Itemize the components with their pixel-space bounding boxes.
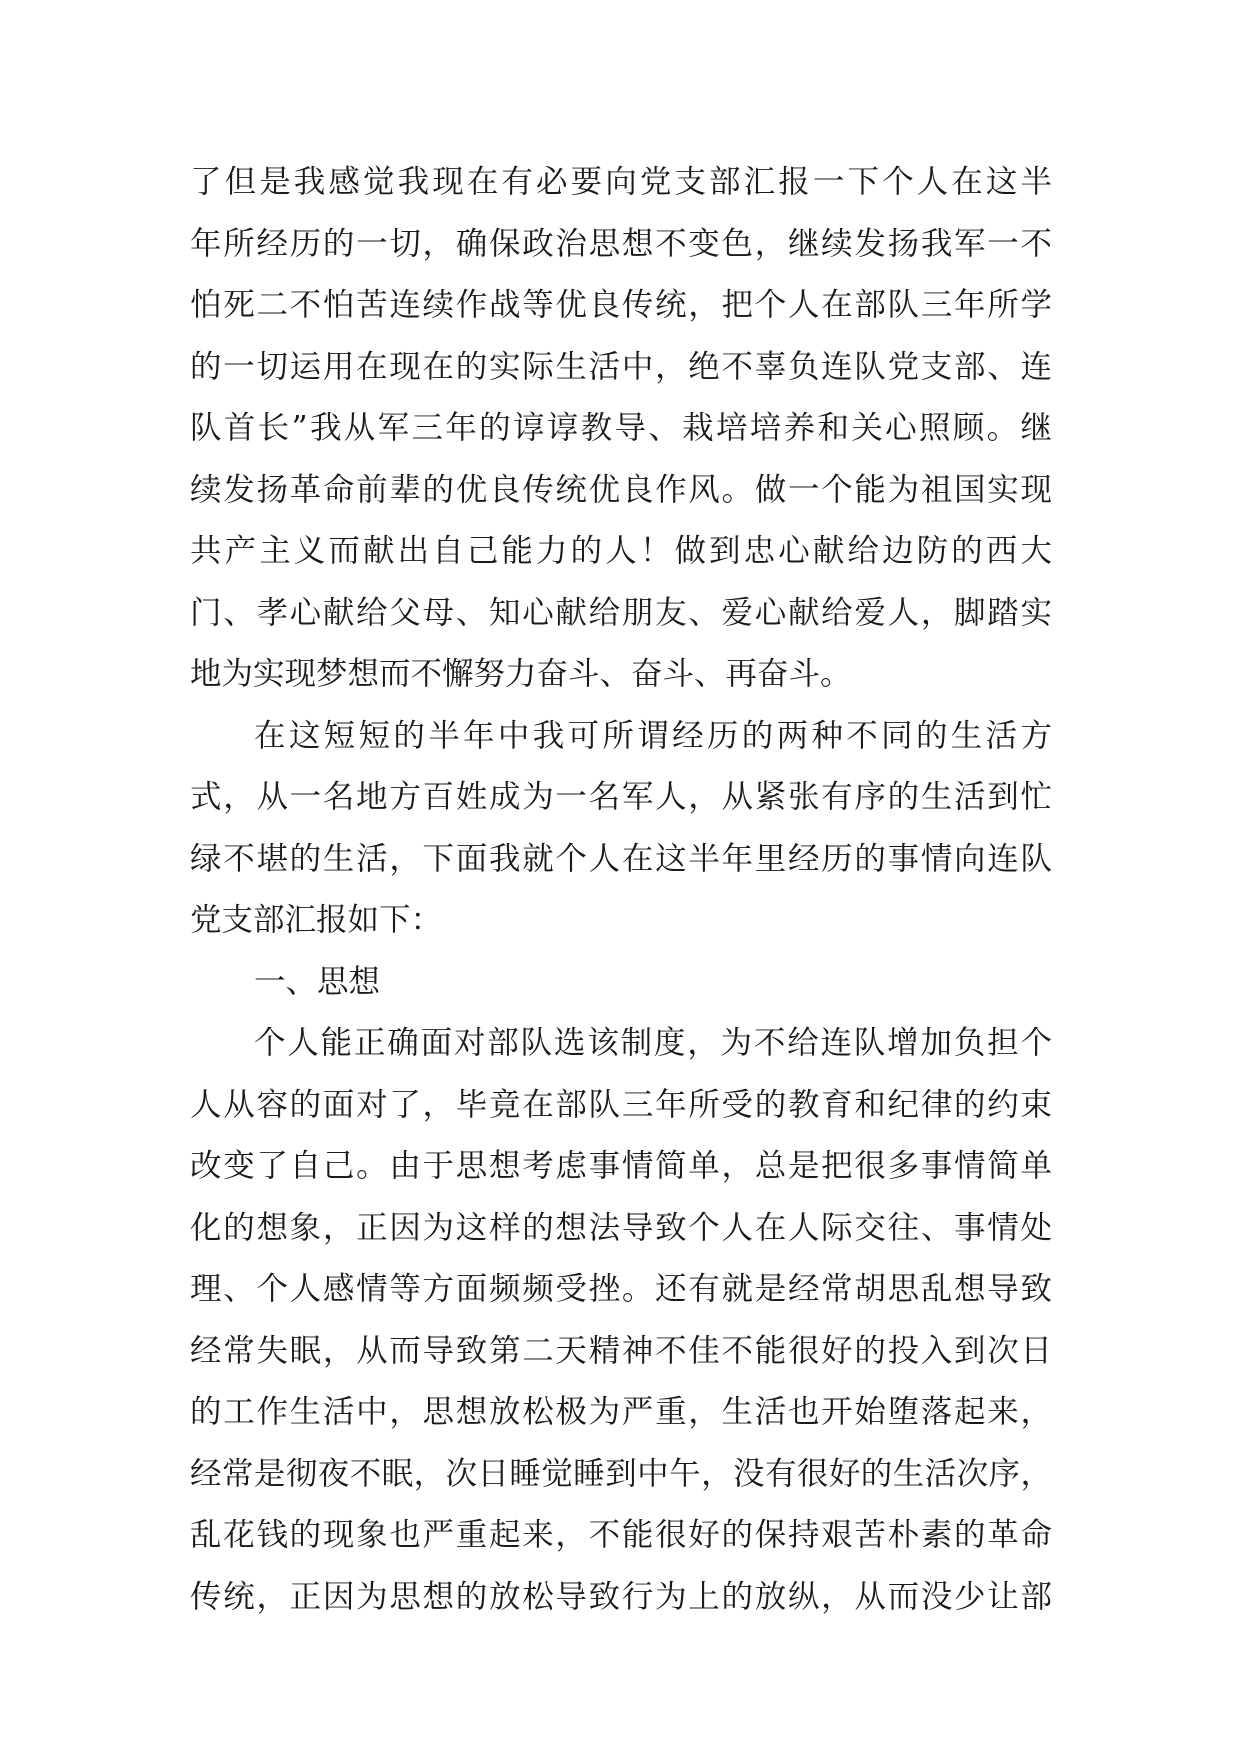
- text-line: 人从容的面对了，毕竟在部队三年所受的教育和纪律的约束: [190, 1086, 1052, 1123]
- text-line: 改变了自己。由于思想考虑事情简单，总是把很多事情简单: [190, 1148, 1052, 1184]
- text-line: 理、个人感情等方面频频受挫。还有就是经常胡思乱想导致: [190, 1271, 1052, 1307]
- text-line: 续发扬革命前辈的优良传统优良作风。做一个能为祖国实现: [190, 471, 1052, 508]
- text-line: 式，从一名地方百姓成为一名军人，从紧张有序的生活到忙: [190, 779, 1052, 815]
- document-body: [190, 152, 1052, 1628]
- text-line: 了但是我感觉我现在有必要向党支部汇报一下个人在这半: [190, 164, 1052, 200]
- text-line: 怕死二不怕苦连续作战等优良传统，把个人在部队三年所学: [190, 287, 1052, 323]
- text-line: 传统，正因为思想的放松导致行为上的放纵，从而没少让部: [190, 1578, 1052, 1615]
- text-line: 地为实现梦想而不懈努力奋斗、奋斗、再奋斗。: [190, 656, 852, 692]
- text-line: 化的想象，正因为这样的想法导致个人在人际交往、事情处: [190, 1209, 1052, 1246]
- text-line: 经常是彻夜不眠，次日睡觉睡到中午，没有很好的生活次序，: [190, 1455, 1052, 1492]
- text-line: 在这短短的半年中我可所谓经历的两种不同的生活方: [254, 717, 1052, 754]
- text-line: 一、思想: [254, 963, 381, 1000]
- text-line: 党支部汇报如下：: [190, 902, 443, 938]
- text-line: 年所经历的一切，确保政治思想不变色，继续发扬我军一不: [190, 225, 1052, 262]
- text-line: 个人能正确面对部队选该制度，为不给连队增加负担个: [254, 1025, 1052, 1061]
- text-line: 门、孝心献给父母、知心献给朋友、爱心献给爱人，脚踏实: [190, 594, 1052, 631]
- text-line: 的一切运用在现在的实际生活中，绝不辜负连队党支部、连: [190, 348, 1052, 385]
- text-line: 的工作生活中，思想放松极为严重，生活也开始堕落起来，: [190, 1394, 1052, 1430]
- text-line: 乱花钱的现象也严重起来，不能很好的保持艰苦朴素的革命: [190, 1517, 1052, 1553]
- text-line: 绿不堪的生活，下面我就个人在这半年里经历的事情向连队: [190, 840, 1052, 877]
- text-line: 共产主义而献出自己能力的人！做到忠心献给边防的西大: [190, 533, 1052, 569]
- text-line: 经常失眠，从而导致第二天精神不佳不能很好的投入到次日: [190, 1332, 1052, 1369]
- text-line: 队首长”我从军三年的谆谆教导、栽培培养和关心照顾。继: [190, 410, 1052, 446]
